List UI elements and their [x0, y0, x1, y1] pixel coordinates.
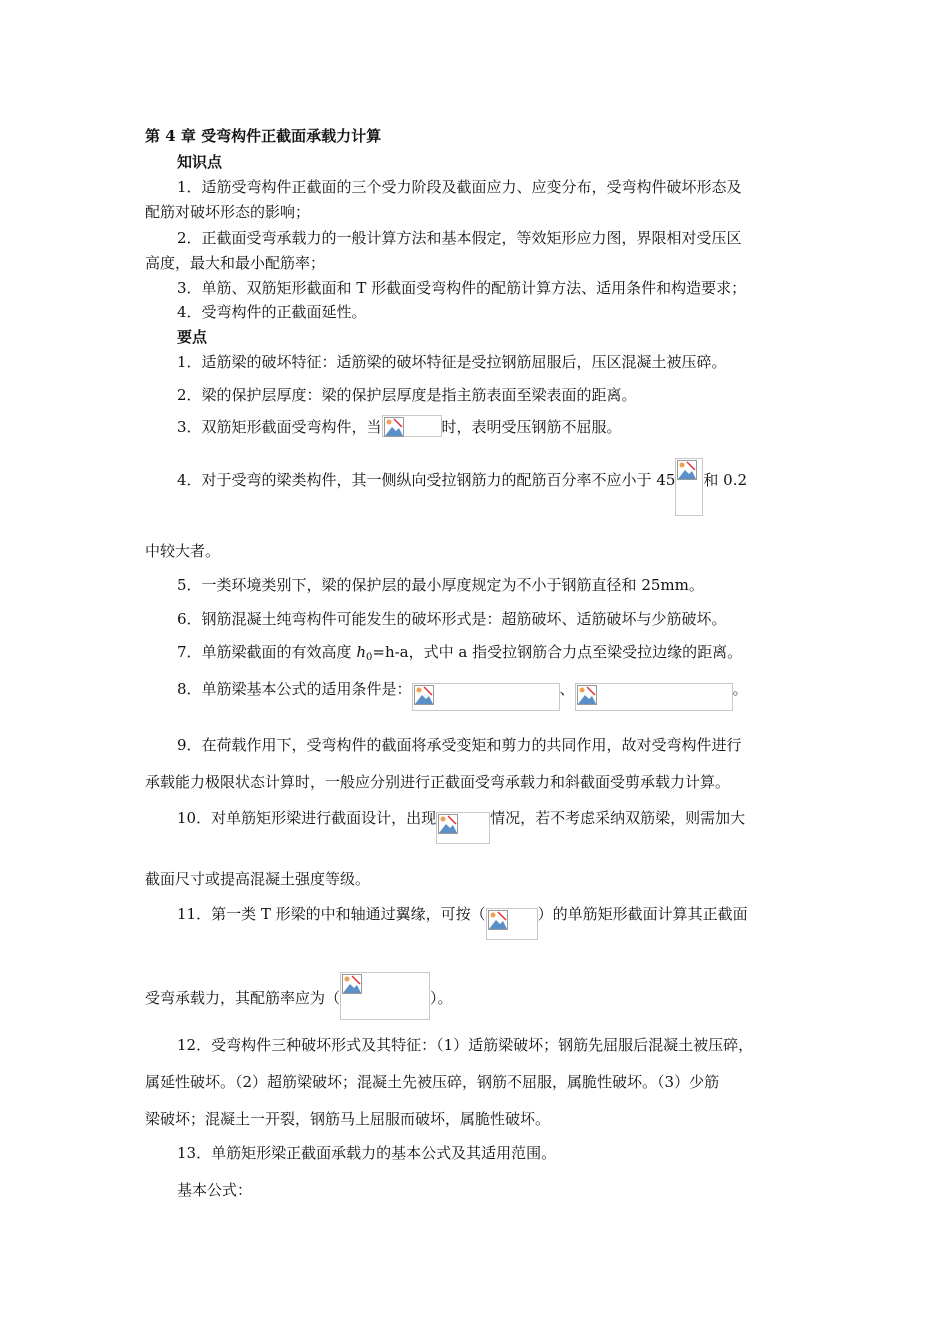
point-8-separator: 、: [559, 680, 575, 698]
point-13-formula-label: 基本公式：: [177, 1181, 253, 1199]
point-5: 5．一类环境类别下，梁的保护层的最小厚度规定为不小于钢筋直径和 25mm。: [177, 576, 704, 594]
point-6: 6．钢筋混凝土纯弯构件可能发生的破坏形式是：超筋破坏、适筋破坏与少筋破坏。: [177, 610, 727, 628]
point-9: 9．在荷载作用下，受弯构件的截面将承受变矩和剪力的共同作用，故对受弯构件进行: [177, 736, 742, 754]
point-4-text-a: 4．对于受弯的梁类构件，其一侧纵向受拉钢筋力的配筋百分率不应小于 45: [177, 471, 676, 489]
knowledge-item-1-cont: 配筋对破坏形态的影响；: [145, 203, 311, 221]
point-8-text-a: 8．单筋梁基本公式的适用条件是：: [177, 680, 412, 698]
point-4-text-b: 和 0.2: [703, 471, 748, 489]
point-8-end: 。: [732, 680, 748, 698]
point-7-symbol-sub: 0: [366, 652, 373, 663]
knowledge-item-3: 3．单筋、双筋矩形截面和 T 形截面受弯构件的配筋计算方法、适用条件和构造要求；: [177, 279, 747, 297]
formula-image-icon: [412, 683, 560, 711]
point-4: [177, 470, 747, 516]
knowledge-item-2-cont: 高度，最大和最小配筋率；: [145, 254, 326, 272]
point-11-text-d: ）。: [430, 989, 453, 1007]
formula-image-icon: [340, 972, 430, 1020]
point-12: 12．受弯构件三种破坏形式及其特征：（1）适筋梁破坏；钢筋先屈服后混凝土被压碎，: [177, 1036, 754, 1054]
formula-image-icon: [382, 415, 442, 437]
formula-image-icon: [486, 908, 538, 940]
point-11-text-b: ）的单筋矩形截面计算其正截面: [537, 905, 748, 923]
point-13: 13．单筋矩形梁正截面承载力的基本公式及其适用范围。: [177, 1144, 557, 1162]
point-3-text-b: 时，表明受压钢筋不屈服。: [441, 418, 622, 436]
point-11-cont: [145, 988, 453, 1020]
point-12-cont-2: 梁破坏；混凝土一开裂，钢筋马上屈服而破坏，属脆性破坏。: [145, 1110, 551, 1128]
point-2: 2．梁的保护层厚度：梁的保护层厚度是指主筋表面至梁表面的距离。: [177, 386, 637, 404]
knowledge-item-2: 2．正截面受弯承载力的一般计算方法和基本假定，等效矩形应力图，界限相对受压区: [177, 229, 742, 247]
point-1: 1．适筋梁的破坏特征：适筋梁的破坏特征是受拉钢筋屈服后，压区混凝土被压碎。: [177, 353, 727, 371]
point-12-cont-1: 属延性破坏。（2）超筋梁破坏；混凝土先被压碎，钢筋不屈服，属脆性破坏。（3）少筋: [145, 1073, 720, 1091]
point-8: [177, 679, 748, 711]
point-7-text-a: 7．单筋梁截面的有效高度: [177, 643, 357, 661]
point-9-cont: 承载能力极限状态计算时，一般应分别进行正截面受弯承载力和斜截面受剪承载力计算。: [145, 773, 731, 791]
point-10-text-b: 情况，若不考虑采纳双筋梁，则需加大: [490, 809, 746, 827]
point-10-text-a: 10．对单筋矩形梁进行截面设计，出现: [177, 809, 437, 827]
point-3-text-a: 3．双筋矩形截面受弯构件，当: [177, 418, 382, 436]
point-10: [177, 808, 745, 844]
knowledge-item-4: 4．受弯构件的正截面延性。: [177, 303, 367, 321]
point-4-cont: 中较大者。: [145, 542, 221, 560]
chapter-title: 第 4 章 受弯构件正截面承载力计算: [145, 127, 382, 145]
point-11-text-c: 受弯承载力，其配筋率应为（: [145, 989, 341, 1007]
point-7-symbol-h: h: [356, 643, 366, 661]
point-7-text-b: =h-a，式中 a 指受拉钢筋合力点至梁受拉边缘的距离。: [372, 643, 743, 661]
formula-image-icon: [575, 683, 733, 711]
point-10-cont: 截面尺寸或提高混凝土强度等级。: [145, 870, 371, 888]
formula-image-icon: [436, 812, 490, 844]
point-7: [177, 642, 742, 668]
section-heading-points: 要点: [177, 328, 208, 346]
knowledge-item-1: 1．适筋受弯构件正截面的三个受力阶段及截面应力、应变分布，受弯构件破坏形态及: [177, 178, 742, 196]
section-heading-knowledge: 知识点: [177, 153, 223, 171]
point-11-text-a: 11．第一类 T 形梁的中和轴通过翼缘，可按（: [177, 905, 486, 923]
formula-image-icon: [675, 458, 703, 516]
point-11: [177, 904, 748, 940]
point-3: [177, 417, 622, 437]
